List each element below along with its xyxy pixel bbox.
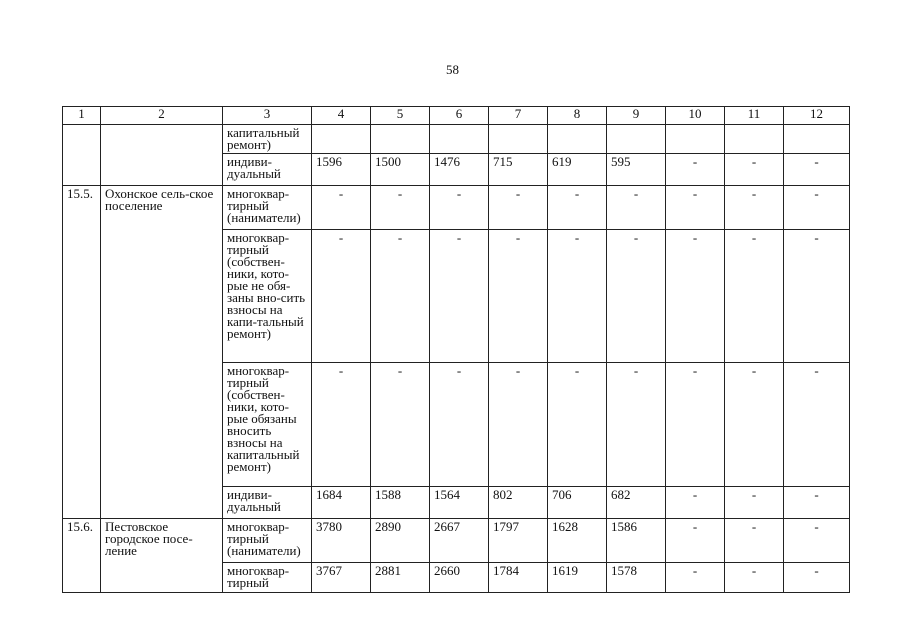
value-cell: 715: [489, 154, 548, 186]
header-cell: 3: [223, 107, 312, 125]
housing-type-cell: индиви-дуальный: [223, 154, 312, 186]
value-cell: [666, 125, 725, 154]
value-cell: [430, 125, 489, 154]
value-cell: [725, 125, 784, 154]
value-cell: -: [371, 230, 430, 363]
value-cell: -: [371, 363, 430, 487]
value-cell: 1588: [371, 487, 430, 519]
value-cell: -: [725, 363, 784, 487]
housing-type-cell: многоквар-тирный: [223, 563, 312, 593]
header-cell: 6: [430, 107, 489, 125]
header-cell: 4: [312, 107, 371, 125]
value-cell: 595: [607, 154, 666, 186]
value-cell: 1564: [430, 487, 489, 519]
value-cell: -: [666, 230, 725, 363]
value-cell: -: [489, 363, 548, 487]
value-cell: 1596: [312, 154, 371, 186]
value-cell: -: [784, 230, 850, 363]
value-cell: -: [489, 230, 548, 363]
value-cell: -: [784, 563, 850, 593]
settlement-cell: Охонское сель-ское поселение: [101, 186, 223, 519]
value-cell: -: [725, 154, 784, 186]
value-cell: 1476: [430, 154, 489, 186]
settlement-cell: [101, 125, 223, 186]
value-cell: 2881: [371, 563, 430, 593]
value-cell: 1684: [312, 487, 371, 519]
index-cell: [63, 125, 101, 186]
header-cell: 11: [725, 107, 784, 125]
header-row: [63, 107, 850, 125]
value-cell: -: [725, 519, 784, 563]
value-cell: -: [725, 563, 784, 593]
value-cell: -: [725, 186, 784, 230]
settlement-cell: Пестовское городское посе-ление: [101, 519, 223, 593]
header-cell: 5: [371, 107, 430, 125]
value-cell: -: [784, 186, 850, 230]
value-cell: 706: [548, 487, 607, 519]
value-cell: 802: [489, 487, 548, 519]
value-cell: [489, 125, 548, 154]
value-cell: -: [607, 186, 666, 230]
value-cell: -: [548, 230, 607, 363]
tariff-table: [62, 106, 850, 593]
value-cell: -: [312, 230, 371, 363]
table-row: [63, 186, 850, 230]
value-cell: 2667: [430, 519, 489, 563]
value-cell: -: [784, 154, 850, 186]
value-cell: -: [548, 363, 607, 487]
housing-type-cell: индиви-дуальный: [223, 487, 312, 519]
value-cell: 3780: [312, 519, 371, 563]
value-cell: [548, 125, 607, 154]
value-cell: -: [312, 186, 371, 230]
header-cell: 12: [784, 107, 850, 125]
value-cell: 682: [607, 487, 666, 519]
value-cell: -: [548, 186, 607, 230]
value-cell: -: [430, 363, 489, 487]
value-cell: -: [666, 186, 725, 230]
value-cell: -: [607, 230, 666, 363]
value-cell: -: [784, 519, 850, 563]
value-cell: -: [666, 487, 725, 519]
value-cell: -: [784, 487, 850, 519]
page-number: 58: [446, 62, 459, 77]
value-cell: -: [371, 186, 430, 230]
header-cell: 2: [101, 107, 223, 125]
value-cell: -: [430, 230, 489, 363]
value-cell: 1797: [489, 519, 548, 563]
value-cell: 2890: [371, 519, 430, 563]
value-cell: -: [666, 154, 725, 186]
value-cell: -: [430, 186, 489, 230]
value-cell: 1628: [548, 519, 607, 563]
table-row: [63, 519, 850, 563]
header-cell: 9: [607, 107, 666, 125]
value-cell: -: [607, 363, 666, 487]
index-cell: 15.6.: [63, 519, 101, 593]
header-cell: 7: [489, 107, 548, 125]
value-cell: 1784: [489, 563, 548, 593]
value-cell: 1578: [607, 563, 666, 593]
value-cell: -: [725, 487, 784, 519]
header-cell: 1: [63, 107, 101, 125]
value-cell: -: [489, 186, 548, 230]
housing-type-cell: многоквар-тирный (собствен-ники, кото-рые обязаны вносить взносы на капитальный ремонт): [223, 363, 312, 487]
housing-type-cell: многоквар-тирный (наниматели): [223, 186, 312, 230]
value-cell: [312, 125, 371, 154]
index-cell: 15.5.: [63, 186, 101, 519]
housing-type-cell: многоквар-тирный (собствен-ники, кото-рые не обя-заны вно-сить взносы на капи-тальный ремонт): [223, 230, 312, 363]
value-cell: -: [312, 363, 371, 487]
value-cell: -: [784, 363, 850, 487]
value-cell: 1619: [548, 563, 607, 593]
value-cell: -: [666, 563, 725, 593]
housing-type-cell: капитальный ремонт): [223, 125, 312, 154]
value-cell: -: [666, 519, 725, 563]
value-cell: 3767: [312, 563, 371, 593]
header-cell: 10: [666, 107, 725, 125]
value-cell: 2660: [430, 563, 489, 593]
table-row: [63, 125, 850, 154]
value-cell: -: [666, 363, 725, 487]
value-cell: 1586: [607, 519, 666, 563]
value-cell: [784, 125, 850, 154]
value-cell: 619: [548, 154, 607, 186]
value-cell: [607, 125, 666, 154]
value-cell: [371, 125, 430, 154]
value-cell: 1500: [371, 154, 430, 186]
housing-type-cell: многоквар-тирный (наниматели): [223, 519, 312, 563]
header-cell: 8: [548, 107, 607, 125]
value-cell: -: [725, 230, 784, 363]
